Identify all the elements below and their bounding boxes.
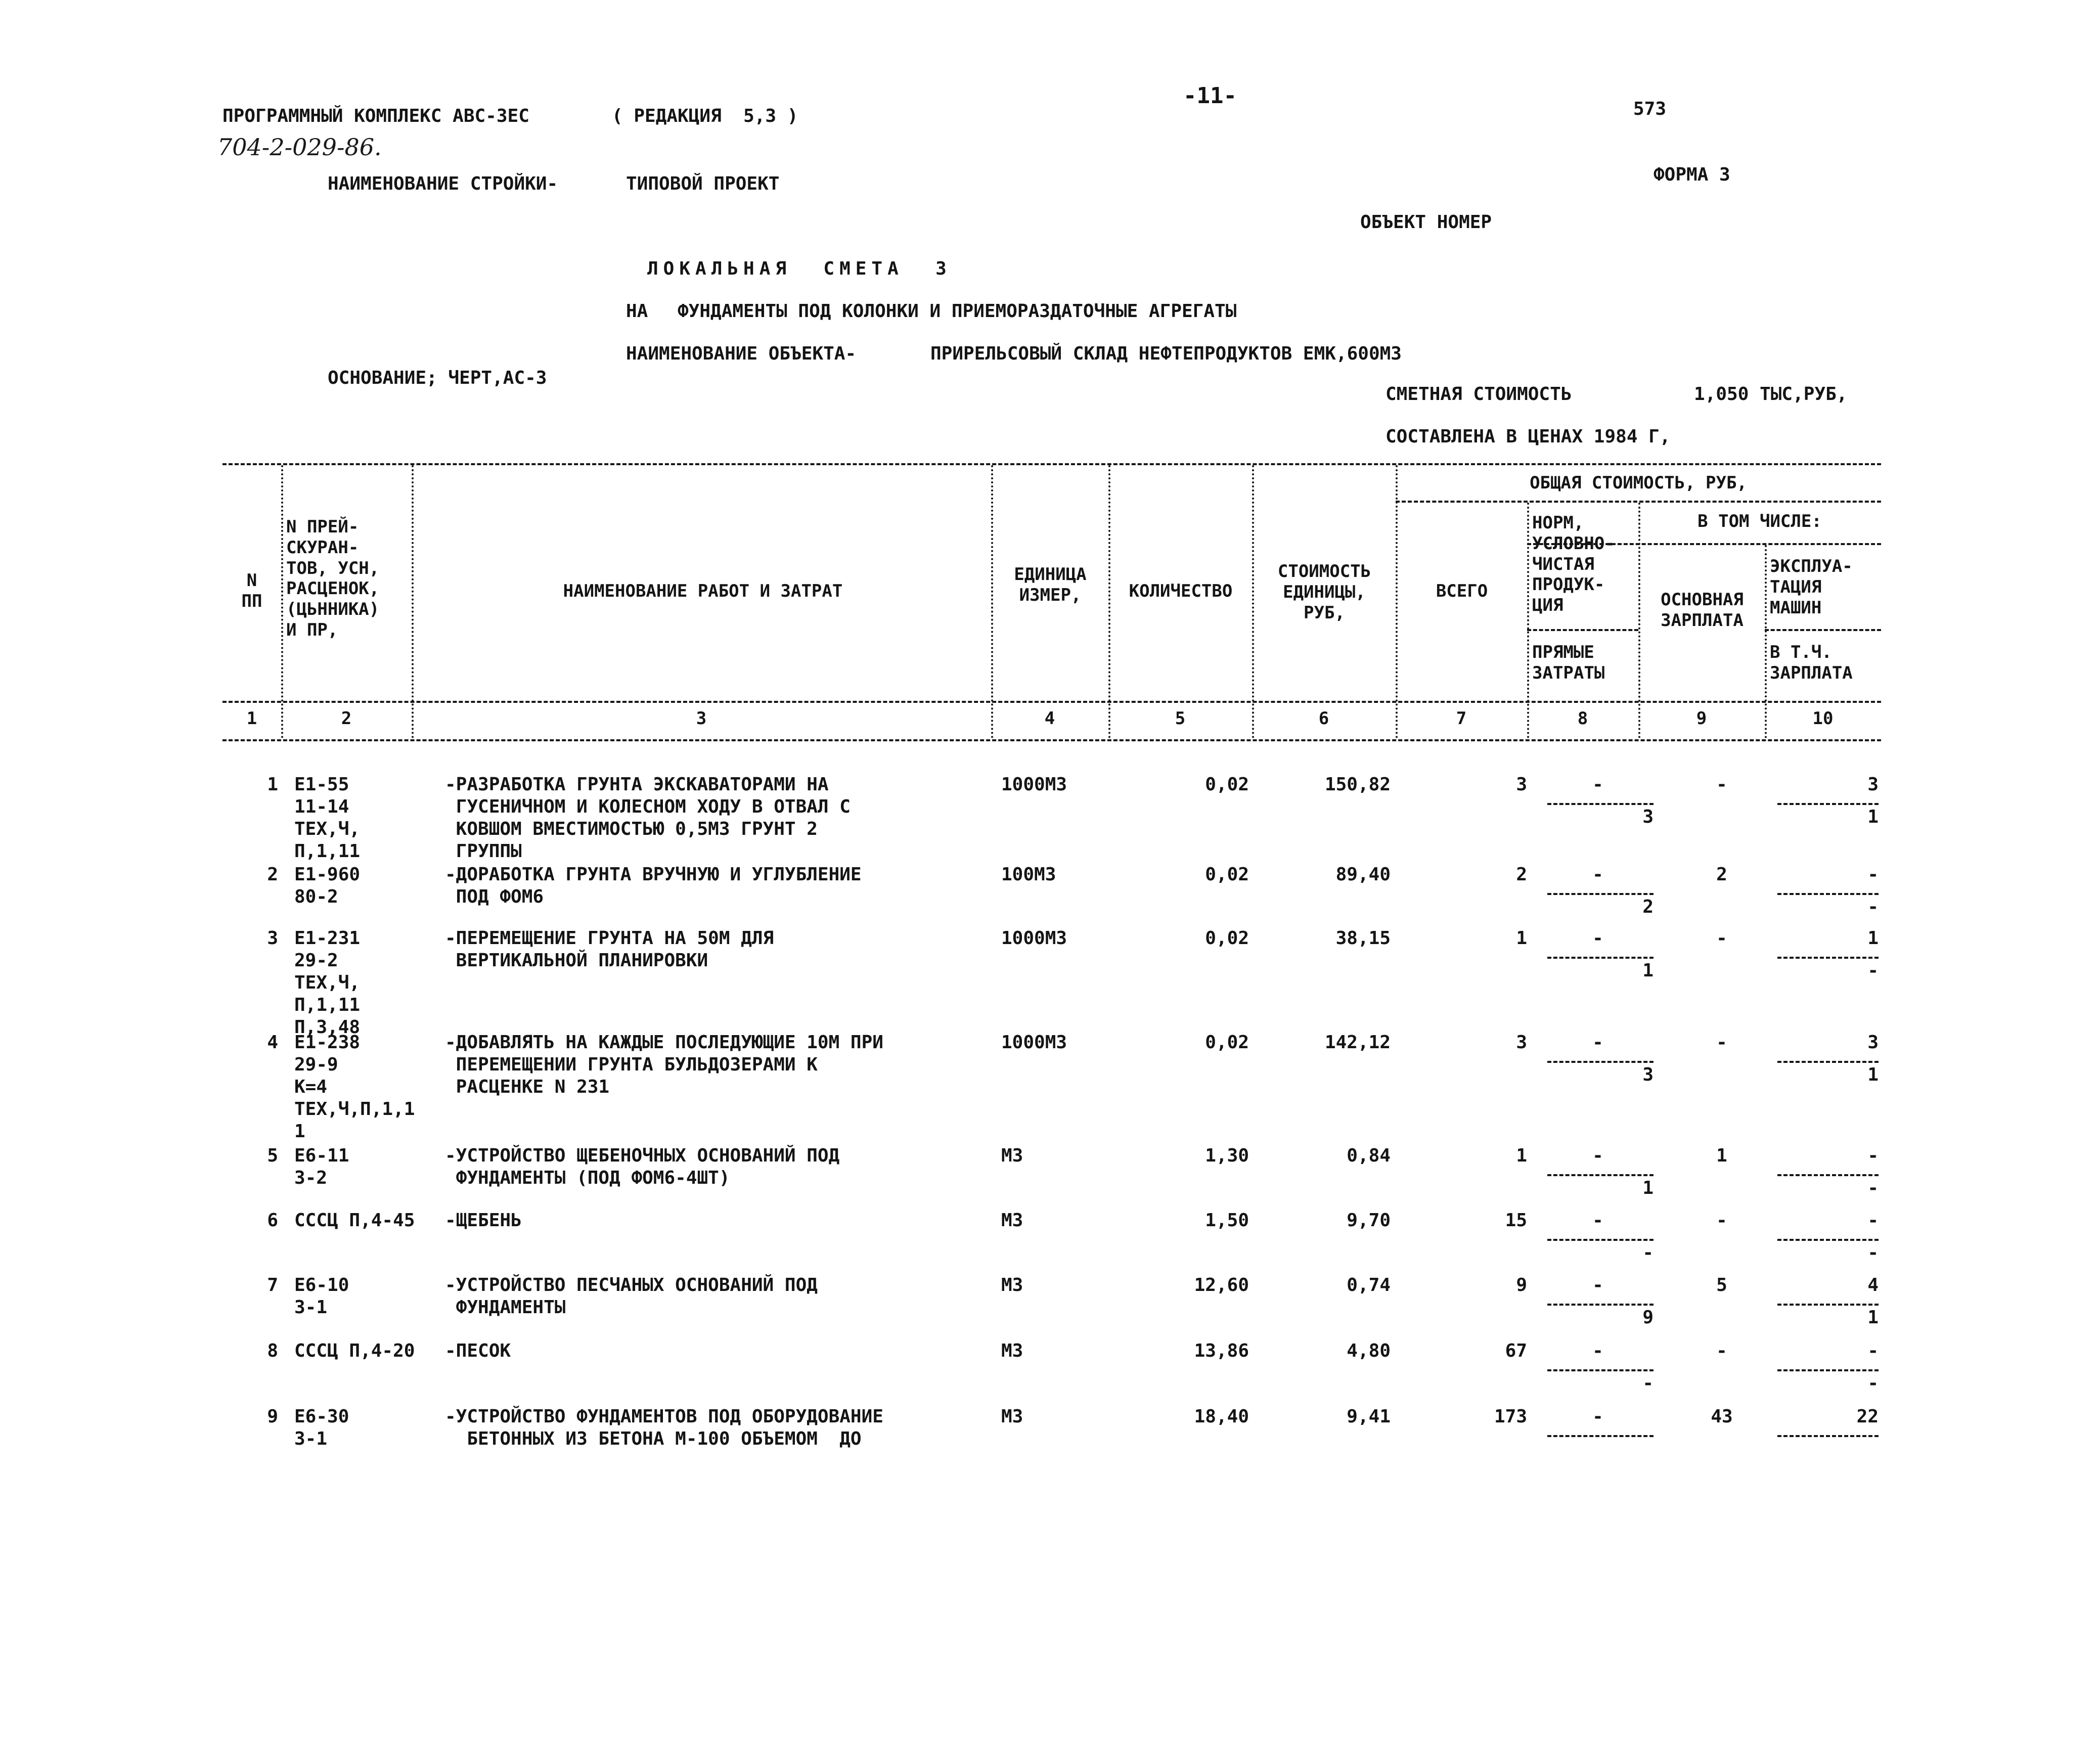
row-code: Е6-10 3-1 [294,1275,349,1318]
row-unit-price: 9,41 [1347,1406,1391,1427]
cell-divider [1547,1174,1654,1176]
col-header-10: ЭКСПЛУА- ТАЦИЯ МАШИН [1770,556,1853,618]
row-machinery: 22 [1856,1406,1879,1427]
row-machinery: - [1867,1210,1879,1231]
row-total: 15 [1505,1210,1527,1231]
row-total: 9 [1516,1275,1527,1295]
row-description: -ЩЕБЕНЬ [445,1210,522,1231]
row-direct-costs: 9 [1642,1307,1654,1328]
row-unit-price: 150,82 [1324,774,1391,795]
row-number: 7 [267,1275,278,1295]
col-sep-6 [1396,465,1398,738]
c8-split-rule [1527,629,1638,631]
row-machinery-wage: - [1867,1373,1879,1394]
row-quantity: 18,40 [1194,1406,1249,1427]
estimated-cost-value: 1,050 ТЫС,РУБ, [1694,384,1848,405]
col-number: 3 [696,708,707,729]
cell-divider [1777,1061,1879,1063]
object-name-label: НАИМЕНОВАНИЕ ОБЪЕКТА- [626,343,857,364]
row-total: 67 [1505,1340,1527,1361]
row-total: 173 [1494,1406,1527,1427]
row-net-production: - [1592,1406,1603,1427]
row-unit-price: 4,80 [1347,1340,1391,1361]
row-code: Е1-960 80-2 [294,864,361,907]
col-header-8b: ПРЯМЫЕ ЗАТРАТЫ [1532,642,1605,683]
row-unit: 1000М3 [1001,928,1067,949]
cell-divider [1547,1435,1654,1437]
row-total: 1 [1516,1145,1527,1166]
col-number: 5 [1175,708,1186,729]
row-quantity: 0,02 [1205,1032,1249,1053]
estimated-cost-label: СМЕТНАЯ СТОИМОСТЬ [1386,384,1572,405]
col-number: 4 [1044,708,1055,729]
row-description: -УСТРОЙСТВО ФУНДАМЕНТОВ ПОД ОБОРУДОВАНИЕ БЕТОННЫХ ИЗ БЕТОНА М-100 ОБЪЕМОМ ДО [445,1406,883,1449]
row-unit: 1000М3 [1001,1032,1067,1053]
row-unit-price: 89,40 [1335,864,1391,885]
row-code: Е1-238 29-9 К=4 ТЕХ,Ч,П,1,1 1 [294,1032,415,1142]
row-machinery: - [1867,1340,1879,1361]
row-machinery: - [1867,1145,1879,1166]
row-net-production: - [1592,1210,1603,1231]
form-label: ФОРМА 3 [1654,164,1730,185]
row-basic-wage: 1 [1716,1145,1727,1166]
row-number: 4 [267,1032,278,1053]
row-unit-price: 0,84 [1347,1145,1391,1166]
row-code: Е1-231 29-2 ТЕХ,Ч, П,1,11 П,3,48 [294,928,361,1038]
row-machinery: - [1867,864,1879,885]
cell-divider [1547,957,1654,959]
row-basic-wage: - [1716,1340,1727,1361]
row-unit-price: 38,15 [1335,928,1391,949]
program-name: ПРОГРАММНЫЙ КОМПЛЕКС АВС-3ЕС [222,106,529,126]
col-number: 2 [341,708,352,729]
cell-divider [1777,893,1879,895]
row-basic-wage: 43 [1711,1406,1733,1427]
row-basic-wage: - [1716,1210,1727,1231]
row-basic-wage: - [1716,1032,1727,1053]
col-header-7: ВСЕГО [1436,581,1488,601]
basis: ОСНОВАНИЕ; ЧЕРТ,АС-3 [328,368,547,388]
object-number-label: ОБЪЕКТ НОМЕР [1360,212,1492,233]
row-basic-wage: 5 [1716,1275,1727,1295]
row-machinery-wage: - [1867,1178,1879,1198]
row-code: СССЦ П,4-45 [294,1210,415,1231]
cell-divider [1777,803,1879,805]
col-header-6: СТОИМОСТЬ ЕДИНИЦЫ, РУБ, [1277,561,1371,623]
row-quantity: 0,02 [1205,928,1249,949]
cell-divider [1777,1435,1879,1437]
row-description: -УСТРОЙСТВО ЩЕБЕНОЧНЫХ ОСНОВАНИЙ ПОД ФУНДАМЕНТЫ (ПОД ФОМ6-4ШТ) [445,1145,840,1188]
row-net-production: - [1592,864,1603,885]
row-quantity: 0,02 [1205,774,1249,795]
construction-value: ТИПОВОЙ ПРОЕКТ [626,173,780,194]
row-net-production: - [1592,1275,1603,1295]
col-sep-4 [1108,465,1110,738]
cell-divider [1547,1369,1654,1371]
row-code: Е6-11 3-2 [294,1145,349,1188]
row-machinery: 3 [1867,774,1879,795]
total-cost-group-header: ОБЩАЯ СТОИМОСТЬ, РУБ, [1530,473,1747,493]
object-name-value: ПРИРЕЛЬСОВЫЙ СКЛАД НЕФТЕПРОДУКТОВ ЕМК,600М3 [930,343,1402,364]
cell-divider [1777,1304,1879,1306]
col-sep-7 [1527,503,1529,738]
row-code: СССЦ П,4-20 [294,1340,415,1361]
cell-divider [1777,1174,1879,1176]
row-unit: М3 [1001,1275,1023,1295]
edition: ( РЕДАКЦИЯ 5,3 ) [612,106,798,126]
row-total: 1 [1516,928,1527,949]
cell-divider [1777,957,1879,959]
row-quantity: 1,30 [1205,1145,1249,1166]
row-net-production: - [1592,1340,1603,1361]
construction-label: НАИМЕНОВАНИЕ СТРОЙКИ- [328,173,558,194]
estimate-for-prefix: НА [626,301,648,322]
cell-divider [1547,1239,1654,1241]
row-direct-costs: - [1642,1373,1654,1394]
row-direct-costs: 2 [1642,897,1654,917]
row-code: Е1-55 11-14 ТЕХ,Ч, П,1,11 [294,774,361,862]
row-machinery-wage: - [1867,897,1879,917]
col-header-3: НАИМЕНОВАНИЕ РАБОТ И ЗАТРАТ [563,581,843,601]
row-unit: 1000М3 [1001,774,1067,795]
row-basic-wage: 2 [1716,864,1727,885]
row-total: 3 [1516,1032,1527,1053]
row-basic-wage: - [1716,774,1727,795]
row-basic-wage: - [1716,928,1727,949]
col-header-9: ОСНОВНАЯ ЗАРПЛАТА [1661,590,1744,631]
row-quantity: 12,60 [1194,1275,1249,1295]
row-total: 3 [1516,774,1527,795]
row-machinery: 4 [1867,1275,1879,1295]
row-number: 5 [267,1145,278,1166]
header-bottom-rule [222,701,1881,703]
row-number: 8 [267,1340,278,1361]
row-quantity: 13,86 [1194,1340,1249,1361]
row-machinery-wage: 1 [1867,807,1879,827]
row-unit-price: 0,74 [1347,1275,1391,1295]
row-description: -УСТРОЙСТВО ПЕСЧАНЫХ ОСНОВАНИЙ ПОД ФУНДАМЕНТЫ [445,1275,818,1318]
row-unit-price: 9,70 [1347,1210,1391,1231]
row-machinery-wage: - [1867,960,1879,981]
col-header-1: N ПП [241,570,262,611]
row-direct-costs: 3 [1642,1064,1654,1085]
row-net-production: - [1592,774,1603,795]
numbers-bottom-rule [222,739,1881,741]
col-number: 1 [246,708,257,729]
row-number: 6 [267,1210,278,1231]
row-machinery: 3 [1867,1032,1879,1053]
page-mark: -11- [1183,83,1237,109]
row-description: -ДОРАБОТКА ГРУНТА ВРУЧНУЮ И УГЛУБЛЕНИЕ ПОД ФОМ6 [445,864,862,907]
col-header-4: ЕДИНИЦА ИЗМЕР, [1014,564,1087,605]
document-title: ЛОКАЛЬНАЯ СМЕТА 3 [647,258,952,279]
col-number: 6 [1318,708,1329,729]
cell-divider [1547,1304,1654,1306]
row-unit: М3 [1001,1340,1023,1361]
row-net-production: - [1592,1032,1603,1053]
row-number: 1 [267,774,278,795]
price-level: СОСТАВЛЕНА В ЦЕНАХ 1984 Г, [1386,426,1671,447]
row-unit-price: 142,12 [1324,1032,1391,1053]
row-description: -ДОБАВЛЯТЬ НА КАЖДЫЕ ПОСЛЕДУЮЩИЕ 10М ПРИ ПЕРЕМЕЩЕНИИ ГРУНТА БУЛЬДОЗЕРАМИ К РАСЦЕНКЕ N 231 [445,1032,883,1097]
row-net-production: - [1592,1145,1603,1166]
row-description: -ПЕРЕМЕЩЕНИЕ ГРУНТА НА 50М ДЛЯ ВЕРТИКАЛЬНОЙ ПЛАНИРОВКИ [445,928,774,971]
handwritten-project-code: 704-2-029-86. [217,133,382,161]
col-sep-9 [1765,545,1767,738]
row-direct-costs: 3 [1642,807,1654,827]
col-header-10b: В Т.Ч. ЗАРПЛАТА [1770,642,1853,683]
row-number: 2 [267,864,278,885]
cell-divider [1547,893,1654,895]
sheet-number: 573 [1633,99,1667,119]
col-header-2: N ПРЕЙ- СКУРАН- ТОВ, УСН, РАСЦЕНОК, (ЦЬННИКА) И ПР, [286,517,380,640]
col-number: 7 [1456,708,1467,729]
estimate-for-text: ФУНДАМЕНТЫ ПОД КОЛОНКИ И ПРИЕМОРАЗДАТОЧНЫЕ АГРЕГАТЫ [678,301,1237,322]
row-total: 2 [1516,864,1527,885]
col-number: 10 [1812,708,1834,729]
row-number: 9 [267,1406,278,1427]
row-quantity: 0,02 [1205,864,1249,885]
row-machinery-wage: - [1867,1242,1879,1263]
cell-divider [1547,803,1654,805]
row-unit: М3 [1001,1145,1023,1166]
row-machinery-wage: 1 [1867,1064,1879,1085]
col-number: 8 [1577,708,1588,729]
table-top-rule [222,463,1881,465]
row-description: -РАЗРАБОТКА ГРУНТА ЭКСКАВАТОРАМИ НА ГУСЕНИЧНОМ И КОЛЕСНОМ ХОДУ В ОТВАЛ С КОВШОМ ВМЕСТИМОСТЬЮ 0,5М3 ГРУНТ 2 ГРУППЫ [445,774,851,862]
cell-divider [1547,1061,1654,1063]
row-net-production: - [1592,928,1603,949]
row-description: -ПЕСОК [445,1340,511,1361]
col-sep-2 [412,465,414,738]
row-direct-costs: 1 [1642,1178,1654,1198]
col-number: 9 [1696,708,1707,729]
row-unit: 100М3 [1001,864,1056,885]
row-direct-costs: 1 [1642,960,1654,981]
row-machinery-wage: 1 [1867,1307,1879,1328]
cell-divider [1777,1369,1879,1371]
col-header-5: КОЛИЧЕСТВО [1129,581,1233,601]
row-direct-costs: - [1642,1242,1654,1263]
row-unit: М3 [1001,1406,1023,1427]
row-number: 3 [267,928,278,949]
including-group-header: В ТОМ ЧИСЛЕ: [1697,511,1822,531]
row-quantity: 1,50 [1205,1210,1249,1231]
cell-divider [1777,1239,1879,1241]
col-header-8: НОРМ, УСЛОВНО- ЧИСТАЯ ПРОДУК- ЦИЯ [1532,513,1615,616]
col-sep-1 [281,465,283,738]
row-code: Е6-30 3-1 [294,1406,349,1449]
c10-split-rule [1765,629,1881,631]
row-unit: М3 [1001,1210,1023,1231]
row-machinery: 1 [1867,928,1879,949]
